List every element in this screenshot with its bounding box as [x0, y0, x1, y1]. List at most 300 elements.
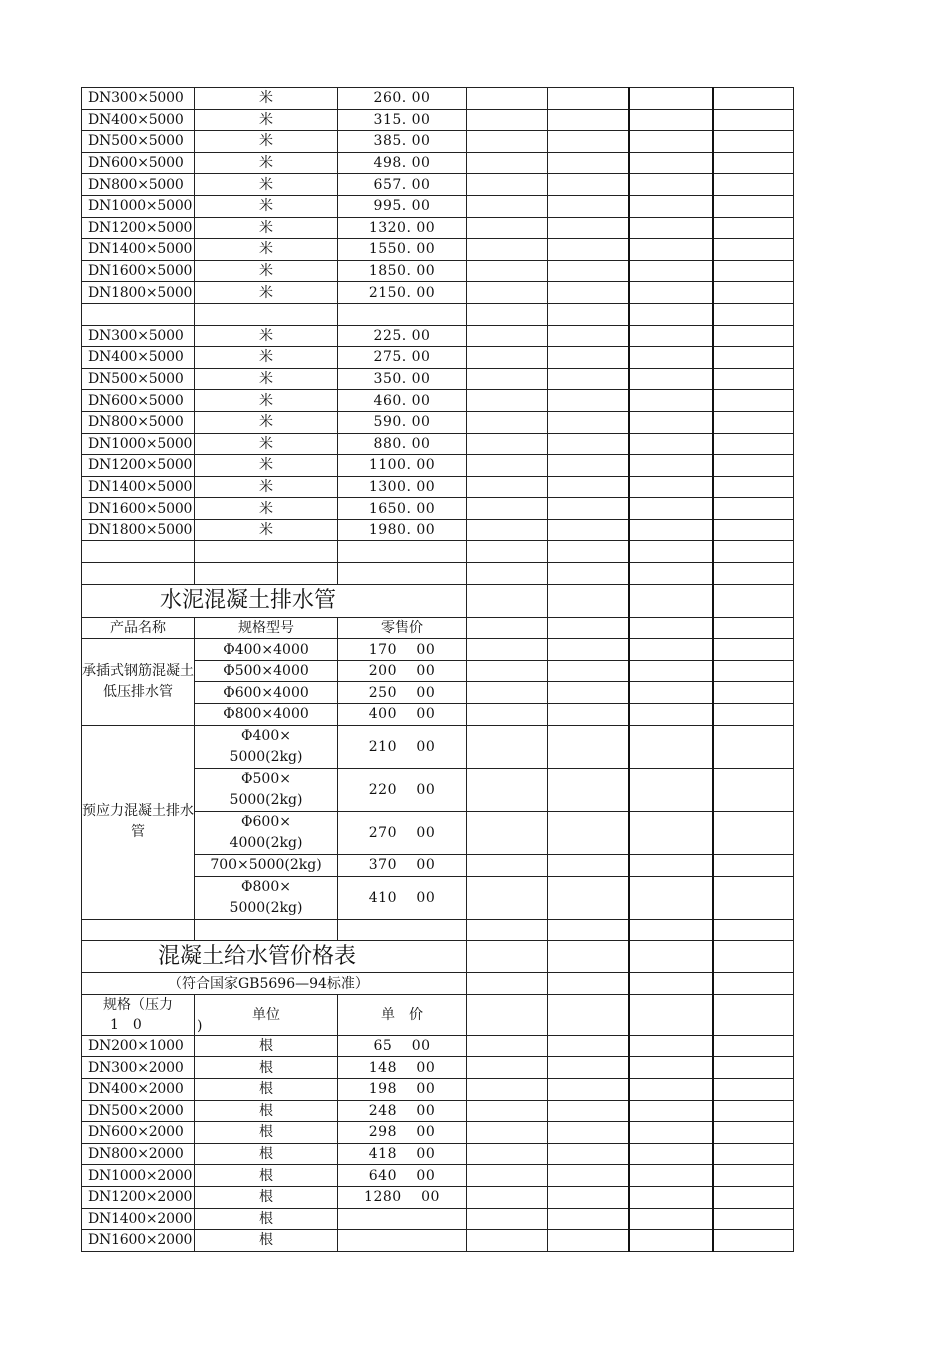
empty-cell[interactable] — [467, 811, 548, 854]
empty-cell[interactable] — [467, 682, 548, 704]
empty-cell[interactable] — [548, 390, 629, 412]
product-group-name[interactable]: 预应力混凝土排水管 — [82, 725, 195, 919]
empty-cell[interactable] — [467, 1100, 548, 1122]
empty-cell[interactable] — [548, 725, 629, 768]
empty-cell[interactable] — [629, 239, 713, 261]
spec-cell[interactable]: DN600×5000 — [82, 152, 195, 174]
empty-cell[interactable] — [713, 1208, 794, 1230]
price-cell[interactable]: 148 00 — [338, 1057, 467, 1079]
unit-cell[interactable]: 米 — [195, 152, 338, 174]
price-cell[interactable]: 2150. 00 — [338, 282, 467, 304]
empty-cell[interactable] — [713, 1143, 794, 1165]
price-cell[interactable] — [338, 1230, 467, 1252]
empty-cell[interactable] — [548, 152, 629, 174]
empty-cell[interactable] — [629, 455, 713, 477]
spec-cell[interactable]: DN1000×2000 — [82, 1165, 195, 1187]
unit-cell[interactable]: 米 — [195, 109, 338, 131]
empty-cell[interactable] — [713, 541, 794, 563]
empty-cell[interactable] — [548, 811, 629, 854]
empty-cell[interactable] — [713, 639, 794, 661]
empty-cell[interactable] — [548, 1079, 629, 1101]
spec-cell[interactable]: DN500×5000 — [82, 368, 195, 390]
spec-cell[interactable] — [195, 768, 338, 811]
empty-cell[interactable] — [548, 682, 629, 704]
empty-cell[interactable] — [629, 217, 713, 239]
empty-cell[interactable] — [467, 704, 548, 726]
empty-cell[interactable] — [629, 390, 713, 412]
empty-cell[interactable] — [467, 725, 548, 768]
header-price[interactable]: 单 价 — [338, 994, 467, 1035]
empty-cell[interactable] — [467, 660, 548, 682]
empty-cell[interactable] — [713, 811, 794, 854]
empty-cell[interactable] — [629, 876, 713, 919]
spec-cell[interactable]: DN1600×5000 — [82, 498, 195, 520]
header-product-name[interactable]: 产品名称 — [82, 617, 195, 639]
empty-cell[interactable] — [629, 195, 713, 217]
empty-cell[interactable] — [629, 973, 713, 995]
empty-cell[interactable] — [713, 1100, 794, 1122]
empty-cell[interactable] — [467, 617, 548, 639]
empty-cell[interactable] — [629, 433, 713, 455]
header-spec[interactable]: 规格型号 — [195, 617, 338, 639]
empty-cell[interactable] — [629, 131, 713, 153]
empty-cell[interactable] — [713, 239, 794, 261]
empty-cell[interactable] — [548, 584, 629, 617]
empty-cell[interactable] — [713, 260, 794, 282]
empty-cell[interactable] — [467, 368, 548, 390]
spec-cell[interactable]: DN1600×5000 — [82, 260, 195, 282]
empty-cell[interactable] — [467, 563, 548, 585]
empty-cell[interactable] — [629, 660, 713, 682]
empty-cell[interactable] — [548, 1035, 629, 1057]
empty-cell[interactable] — [629, 1186, 713, 1208]
spec-cell[interactable]: DN800×5000 — [82, 174, 195, 196]
empty-cell[interactable] — [548, 498, 629, 520]
empty-cell[interactable] — [713, 854, 794, 876]
empty-cell[interactable] — [548, 1100, 629, 1122]
empty-cell[interactable] — [548, 239, 629, 261]
empty-cell[interactable] — [467, 1143, 548, 1165]
empty-cell[interactable] — [713, 152, 794, 174]
empty-cell[interactable] — [467, 994, 548, 1035]
empty-cell[interactable] — [629, 88, 713, 110]
empty-cell[interactable] — [467, 282, 548, 304]
price-cell[interactable]: 460. 00 — [338, 390, 467, 412]
empty-cell[interactable] — [338, 563, 467, 585]
empty-cell[interactable] — [467, 973, 548, 995]
price-cell[interactable]: 995. 00 — [338, 195, 467, 217]
empty-cell[interactable] — [713, 1057, 794, 1079]
empty-cell[interactable] — [629, 639, 713, 661]
empty-cell[interactable] — [629, 476, 713, 498]
empty-cell[interactable] — [713, 411, 794, 433]
empty-cell[interactable] — [548, 368, 629, 390]
unit-cell[interactable]: 米 — [195, 195, 338, 217]
empty-cell[interactable] — [713, 617, 794, 639]
unit-cell[interactable]: 米 — [195, 411, 338, 433]
empty-cell[interactable] — [548, 973, 629, 995]
price-cell[interactable]: 1100. 00 — [338, 455, 467, 477]
price-cell[interactable]: 315. 00 — [338, 109, 467, 131]
empty-cell[interactable] — [713, 476, 794, 498]
empty-cell[interactable] — [629, 1100, 713, 1122]
empty-cell[interactable] — [548, 876, 629, 919]
price-cell[interactable]: 170 00 — [338, 639, 467, 661]
empty-cell[interactable] — [629, 519, 713, 541]
price-cell[interactable]: 250 00 — [338, 682, 467, 704]
empty-cell[interactable] — [629, 1079, 713, 1101]
empty-cell[interactable] — [548, 563, 629, 585]
spec-cell[interactable]: DN800×2000 — [82, 1143, 195, 1165]
unit-cell[interactable]: 根 — [195, 1186, 338, 1208]
empty-cell[interactable] — [82, 303, 195, 325]
empty-cell[interactable] — [713, 325, 794, 347]
empty-cell[interactable] — [629, 682, 713, 704]
empty-cell[interactable] — [548, 1122, 629, 1144]
unit-cell[interactable]: 根 — [195, 1143, 338, 1165]
unit-cell[interactable]: 根 — [195, 1057, 338, 1079]
empty-cell[interactable] — [548, 617, 629, 639]
empty-cell[interactable] — [467, 88, 548, 110]
empty-cell[interactable] — [548, 325, 629, 347]
unit-cell[interactable]: 米 — [195, 88, 338, 110]
empty-cell[interactable] — [467, 1079, 548, 1101]
empty-cell[interactable] — [629, 152, 713, 174]
empty-cell[interactable] — [467, 584, 548, 617]
price-cell[interactable]: 418 00 — [338, 1143, 467, 1165]
empty-cell[interactable] — [548, 1230, 629, 1252]
spec-cell[interactable] — [195, 876, 338, 919]
empty-cell[interactable] — [467, 1208, 548, 1230]
empty-cell[interactable] — [467, 109, 548, 131]
unit-cell[interactable]: 根 — [195, 1208, 338, 1230]
spec-cell[interactable]: Φ600×4000 — [195, 682, 338, 704]
empty-cell[interactable] — [467, 455, 548, 477]
section-title[interactable]: 水泥混凝土排水管 — [82, 584, 467, 617]
unit-cell[interactable]: 米 — [195, 174, 338, 196]
empty-cell[interactable] — [713, 109, 794, 131]
empty-cell[interactable] — [467, 768, 548, 811]
price-cell[interactable]: 350. 00 — [338, 368, 467, 390]
spec-cell[interactable]: 700×5000(2kg) — [195, 854, 338, 876]
empty-cell[interactable] — [713, 88, 794, 110]
price-cell[interactable]: 1980. 00 — [338, 519, 467, 541]
empty-cell[interactable] — [467, 260, 548, 282]
empty-cell[interactable] — [713, 704, 794, 726]
empty-cell[interactable] — [713, 584, 794, 617]
empty-cell[interactable] — [713, 174, 794, 196]
empty-cell[interactable] — [195, 303, 338, 325]
empty-cell[interactable] — [629, 584, 713, 617]
spec-cell[interactable]: DN500×2000 — [82, 1100, 195, 1122]
empty-cell[interactable] — [713, 131, 794, 153]
empty-cell[interactable] — [629, 325, 713, 347]
spec-cell[interactable]: Φ400×4000 — [195, 639, 338, 661]
section-title[interactable]: 混凝土给水管价格表 — [82, 941, 467, 973]
empty-cell[interactable] — [467, 498, 548, 520]
empty-cell[interactable] — [467, 411, 548, 433]
price-cell[interactable]: 1550. 00 — [338, 239, 467, 261]
empty-cell[interactable] — [548, 1143, 629, 1165]
empty-cell[interactable] — [467, 1122, 548, 1144]
price-cell[interactable]: 657. 00 — [338, 174, 467, 196]
unit-cell[interactable]: 根 — [195, 1079, 338, 1101]
empty-cell[interactable] — [548, 1165, 629, 1187]
header-price[interactable]: 零售价 — [338, 617, 467, 639]
empty-cell[interactable] — [467, 325, 548, 347]
empty-cell[interactable] — [629, 617, 713, 639]
empty-cell[interactable] — [467, 433, 548, 455]
empty-cell[interactable] — [467, 152, 548, 174]
empty-cell[interactable] — [629, 1035, 713, 1057]
spec-cell[interactable]: DN1400×5000 — [82, 476, 195, 498]
empty-cell[interactable] — [713, 725, 794, 768]
empty-cell[interactable] — [548, 1057, 629, 1079]
spec-cell[interactable]: DN1800×5000 — [82, 519, 195, 541]
empty-cell[interactable] — [629, 347, 713, 369]
empty-cell[interactable] — [629, 303, 713, 325]
spec-cell[interactable]: DN300×2000 — [82, 1057, 195, 1079]
empty-cell[interactable] — [629, 541, 713, 563]
empty-cell[interactable] — [548, 282, 629, 304]
empty-cell[interactable] — [629, 498, 713, 520]
empty-cell[interactable] — [629, 563, 713, 585]
empty-cell[interactable] — [713, 519, 794, 541]
unit-cell[interactable]: 根 — [195, 1165, 338, 1187]
spec-cell[interactable]: Φ500×4000 — [195, 660, 338, 682]
empty-cell[interactable] — [467, 541, 548, 563]
price-cell[interactable]: 275. 00 — [338, 347, 467, 369]
empty-cell[interactable] — [713, 1122, 794, 1144]
empty-cell[interactable] — [467, 941, 548, 973]
spec-cell[interactable]: DN1800×5000 — [82, 282, 195, 304]
empty-cell[interactable] — [629, 994, 713, 1035]
empty-cell[interactable] — [548, 519, 629, 541]
empty-cell[interactable] — [629, 919, 713, 941]
empty-cell[interactable] — [548, 994, 629, 1035]
empty-cell[interactable] — [338, 541, 467, 563]
empty-cell[interactable] — [713, 1035, 794, 1057]
price-cell[interactable]: 298 00 — [338, 1122, 467, 1144]
unit-cell[interactable]: 米 — [195, 325, 338, 347]
empty-cell[interactable] — [548, 1208, 629, 1230]
empty-cell[interactable] — [82, 919, 195, 941]
empty-cell[interactable] — [629, 768, 713, 811]
empty-cell[interactable] — [548, 109, 629, 131]
unit-cell[interactable]: 根 — [195, 1230, 338, 1252]
unit-cell[interactable]: 米 — [195, 455, 338, 477]
header-unit[interactable] — [195, 994, 338, 1035]
empty-cell[interactable] — [713, 368, 794, 390]
empty-cell[interactable] — [548, 217, 629, 239]
unit-cell[interactable]: 米 — [195, 217, 338, 239]
empty-cell[interactable] — [713, 455, 794, 477]
empty-cell[interactable] — [548, 639, 629, 661]
price-cell[interactable]: 370 00 — [338, 854, 467, 876]
unit-cell[interactable]: 米 — [195, 519, 338, 541]
empty-cell[interactable] — [467, 519, 548, 541]
spec-cell[interactable]: DN300×5000 — [82, 325, 195, 347]
spec-cell[interactable]: DN200×1000 — [82, 1035, 195, 1057]
empty-cell[interactable] — [467, 1230, 548, 1252]
empty-cell[interactable] — [548, 768, 629, 811]
empty-cell[interactable] — [713, 973, 794, 995]
empty-cell[interactable] — [548, 854, 629, 876]
empty-cell[interactable] — [713, 433, 794, 455]
empty-cell[interactable] — [629, 174, 713, 196]
price-cell[interactable]: 1650. 00 — [338, 498, 467, 520]
empty-cell[interactable] — [467, 876, 548, 919]
empty-cell[interactable] — [629, 1057, 713, 1079]
empty-cell[interactable] — [467, 174, 548, 196]
empty-cell[interactable] — [467, 1035, 548, 1057]
unit-cell[interactable]: 根 — [195, 1100, 338, 1122]
empty-cell[interactable] — [713, 919, 794, 941]
empty-cell[interactable] — [548, 455, 629, 477]
empty-cell[interactable] — [548, 919, 629, 941]
empty-cell[interactable] — [629, 941, 713, 973]
empty-cell[interactable] — [548, 131, 629, 153]
empty-cell[interactable] — [629, 704, 713, 726]
empty-cell[interactable] — [548, 88, 629, 110]
empty-cell[interactable] — [467, 1057, 548, 1079]
unit-cell[interactable]: 米 — [195, 131, 338, 153]
empty-cell[interactable] — [629, 411, 713, 433]
spec-cell[interactable]: DN1200×2000 — [82, 1186, 195, 1208]
unit-cell[interactable]: 米 — [195, 347, 338, 369]
empty-cell[interactable] — [548, 174, 629, 196]
empty-cell[interactable] — [195, 919, 338, 941]
empty-cell[interactable] — [548, 941, 629, 973]
empty-cell[interactable] — [713, 217, 794, 239]
empty-cell[interactable] — [713, 303, 794, 325]
empty-cell[interactable] — [548, 347, 629, 369]
spec-cell[interactable]: DN1000×5000 — [82, 433, 195, 455]
unit-cell[interactable]: 米 — [195, 390, 338, 412]
empty-cell[interactable] — [713, 282, 794, 304]
empty-cell[interactable] — [548, 660, 629, 682]
price-cell[interactable]: 410 00 — [338, 876, 467, 919]
empty-cell[interactable] — [629, 109, 713, 131]
empty-cell[interactable] — [548, 476, 629, 498]
price-cell[interactable]: 260. 00 — [338, 88, 467, 110]
price-cell[interactable]: 1300. 00 — [338, 476, 467, 498]
empty-cell[interactable] — [548, 704, 629, 726]
price-cell[interactable]: 210 00 — [338, 725, 467, 768]
section-subtitle[interactable]: （符合国家GB5696—94标准） — [82, 973, 467, 995]
spec-cell[interactable]: DN300×5000 — [82, 88, 195, 110]
empty-cell[interactable] — [713, 1079, 794, 1101]
empty-cell[interactable] — [467, 476, 548, 498]
empty-cell[interactable] — [713, 1186, 794, 1208]
empty-cell[interactable] — [548, 411, 629, 433]
spec-cell[interactable]: DN400×5000 — [82, 347, 195, 369]
empty-cell[interactable] — [195, 563, 338, 585]
spec-cell[interactable]: DN600×5000 — [82, 390, 195, 412]
unit-cell[interactable]: 根 — [195, 1122, 338, 1144]
empty-cell[interactable] — [629, 368, 713, 390]
empty-cell[interactable] — [467, 217, 548, 239]
price-cell[interactable]: 880. 00 — [338, 433, 467, 455]
price-cell[interactable]: 248 00 — [338, 1100, 467, 1122]
unit-cell[interactable]: 米 — [195, 476, 338, 498]
spec-cell[interactable]: DN400×2000 — [82, 1079, 195, 1101]
spec-cell[interactable]: DN800×5000 — [82, 411, 195, 433]
empty-cell[interactable] — [713, 563, 794, 585]
unit-cell[interactable]: 根 — [195, 1035, 338, 1057]
empty-cell[interactable] — [467, 1165, 548, 1187]
empty-cell[interactable] — [713, 1230, 794, 1252]
empty-cell[interactable] — [467, 854, 548, 876]
empty-cell[interactable] — [548, 433, 629, 455]
empty-cell[interactable] — [629, 1165, 713, 1187]
header-spec[interactable] — [82, 994, 195, 1035]
price-cell[interactable]: 400 00 — [338, 704, 467, 726]
price-cell[interactable]: 1320. 00 — [338, 217, 467, 239]
empty-cell[interactable] — [467, 131, 548, 153]
price-cell[interactable]: 498. 00 — [338, 152, 467, 174]
empty-cell[interactable] — [338, 919, 467, 941]
empty-cell[interactable] — [467, 347, 548, 369]
spec-cell[interactable]: DN400×5000 — [82, 109, 195, 131]
empty-cell[interactable] — [713, 347, 794, 369]
price-cell[interactable]: 590. 00 — [338, 411, 467, 433]
spec-cell[interactable]: DN1200×5000 — [82, 455, 195, 477]
product-group-name[interactable]: 承插式钢筋混凝土低压排水管 — [82, 639, 195, 725]
spec-cell[interactable]: DN1600×2000 — [82, 1230, 195, 1252]
empty-cell[interactable] — [713, 768, 794, 811]
empty-cell[interactable] — [82, 563, 195, 585]
empty-cell[interactable] — [629, 260, 713, 282]
empty-cell[interactable] — [713, 941, 794, 973]
empty-cell[interactable] — [467, 195, 548, 217]
price-cell[interactable]: 640 00 — [338, 1165, 467, 1187]
price-cell[interactable]: 65 00 — [338, 1035, 467, 1057]
spec-cell[interactable] — [195, 811, 338, 854]
empty-cell[interactable] — [629, 1143, 713, 1165]
price-cell[interactable] — [338, 1208, 467, 1230]
price-cell[interactable]: 220 00 — [338, 768, 467, 811]
empty-cell[interactable] — [467, 1186, 548, 1208]
empty-cell[interactable] — [629, 282, 713, 304]
unit-cell[interactable]: 米 — [195, 239, 338, 261]
empty-cell[interactable] — [629, 1122, 713, 1144]
price-cell[interactable]: 200 00 — [338, 660, 467, 682]
price-cell[interactable]: 1280 00 — [338, 1186, 467, 1208]
empty-cell[interactable] — [713, 660, 794, 682]
spec-cell[interactable]: DN1000×5000 — [82, 195, 195, 217]
empty-cell[interactable] — [548, 303, 629, 325]
price-cell[interactable]: 198 00 — [338, 1079, 467, 1101]
empty-cell[interactable] — [713, 1165, 794, 1187]
empty-cell[interactable] — [713, 994, 794, 1035]
empty-cell[interactable] — [548, 260, 629, 282]
empty-cell[interactable] — [548, 1186, 629, 1208]
spec-cell[interactable]: DN500×5000 — [82, 131, 195, 153]
spec-cell[interactable]: DN600×2000 — [82, 1122, 195, 1144]
empty-cell[interactable] — [548, 195, 629, 217]
empty-cell[interactable] — [629, 1230, 713, 1252]
empty-cell[interactable] — [713, 390, 794, 412]
empty-cell[interactable] — [629, 854, 713, 876]
spec-cell[interactable]: Φ800×4000 — [195, 704, 338, 726]
unit-cell[interactable]: 米 — [195, 433, 338, 455]
unit-cell[interactable]: 米 — [195, 498, 338, 520]
price-cell[interactable]: 1850. 00 — [338, 260, 467, 282]
price-cell[interactable]: 385. 00 — [338, 131, 467, 153]
unit-cell[interactable]: 米 — [195, 368, 338, 390]
empty-cell[interactable] — [467, 303, 548, 325]
